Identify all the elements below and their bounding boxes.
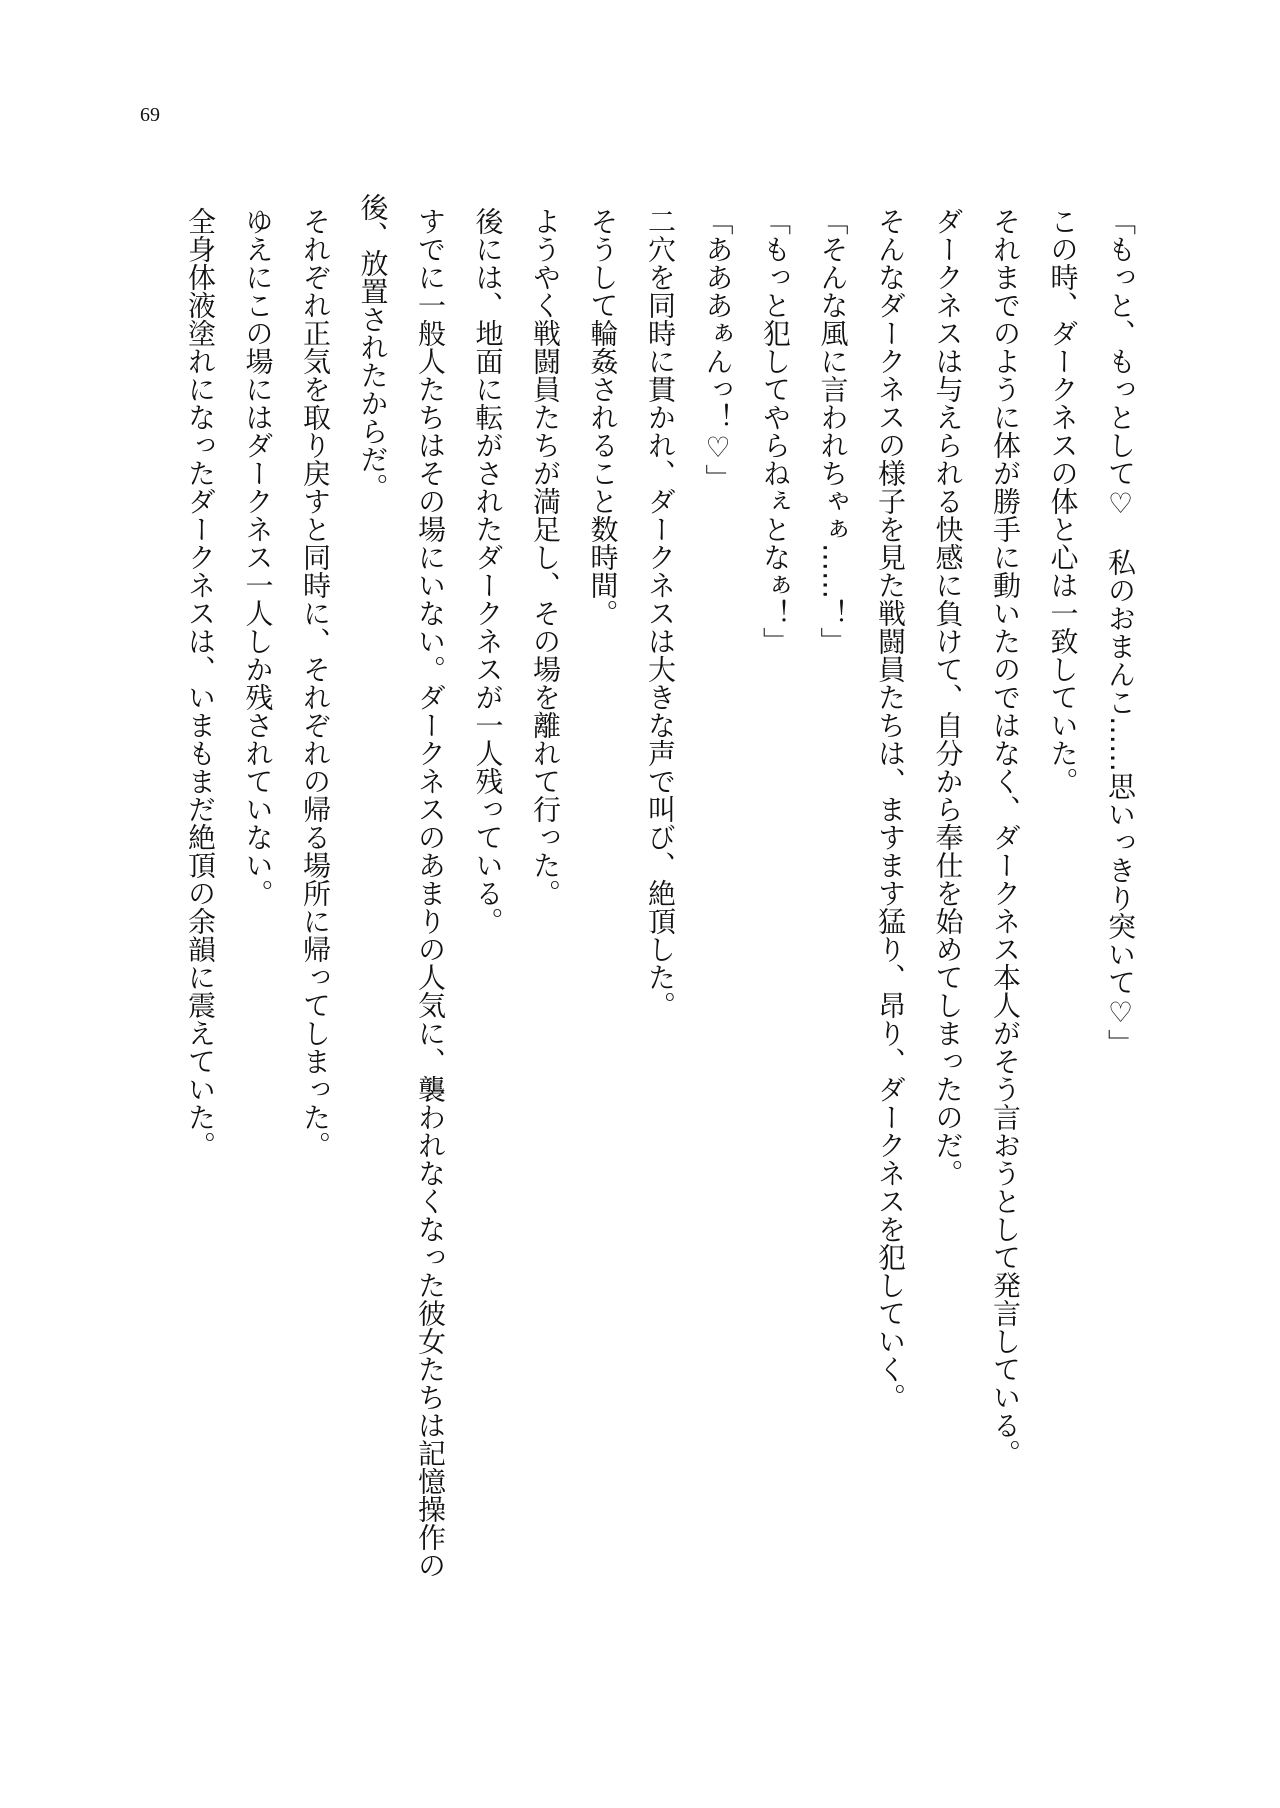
- text-line: ダークネスは与えられる快感に負けて、自分から奉仕を始めてしまったのだ。: [931, 207, 965, 1187]
- text-line: 全身体液塗れになったダークネスは、いまもまだ絶頂の余韻に震えていた。: [184, 207, 217, 1159]
- text-line: ゆえにこの場にはダークネス一人しか残されていない。: [241, 207, 275, 907]
- text-line: それぞれ正気を取り戻すと同時に、それぞれの帰る場所に帰ってしまった。: [299, 207, 332, 1159]
- text-line: 「そんな風に言われちゃぁ……！」: [816, 207, 850, 655]
- text-line: 二穴を同時に貫かれ、ダークネスは大きな声で叫び、絶頂した。: [644, 207, 677, 1019]
- text-line: 「あああぁんっ！♡」: [701, 207, 735, 492]
- text-line: 後には、地面に転がされたダークネスが一人残っている。: [471, 207, 505, 935]
- text-line: ようやく戦闘員たちが満足し、その場を離れて行った。: [529, 207, 562, 907]
- text-line: そんなダークネスの様子を見た戦闘員たちは、ますます猛り、昂り、ダークネスを犯していく。: [874, 207, 907, 1411]
- text-line: 「もっと、もっとして♡ 私のおまんこ……思いっきり突いて♡」: [1104, 207, 1137, 1057]
- text-line: それまでのように体が勝手に動いたのではなく、ダークネス本人がそう言おうとして発言している。: [989, 207, 1022, 1467]
- text-line-continuation: 後、放置されたからだ。: [356, 193, 390, 501]
- text-line: そうして輪姦されること数時間。: [586, 207, 620, 627]
- text-line: すでに一般人たちはその場にいない。ダークネスのあまりの人気に、襲われなくなった彼女たちは記憶操作の: [414, 207, 447, 1579]
- text-line: この時、ダークネスの体と心は一致していた。: [1046, 207, 1080, 795]
- body-text: [172, 193, 1150, 1627]
- text-line: 「もっと犯してやらねぇとなぁ！」: [759, 207, 792, 655]
- page-number: 69: [140, 104, 160, 126]
